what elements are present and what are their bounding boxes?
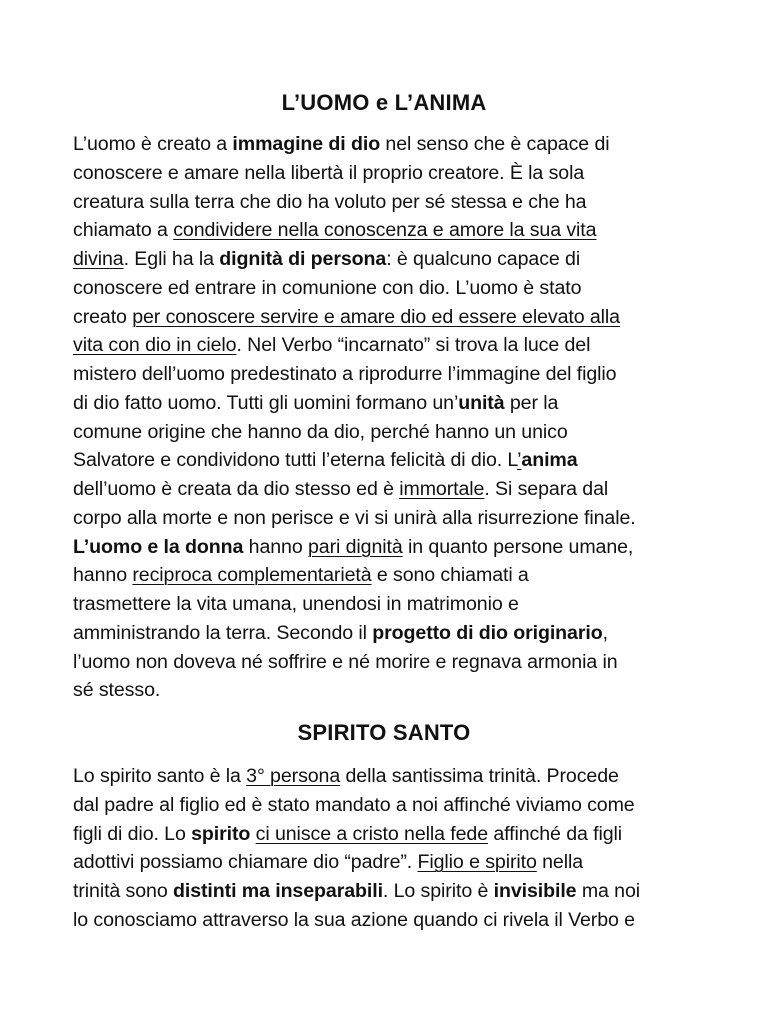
text-span: adottivi possiamo chiamare dio “padre”.	[73, 851, 418, 874]
text-span: e sono chiamati a	[371, 564, 529, 587]
text-span: trasmettere la vita umana, unendosi in matrimonio e	[73, 593, 519, 615]
text-span: . Lo spirito è	[382, 880, 494, 902]
text-line	[73, 245, 713, 274]
text-line	[73, 877, 713, 906]
paragraph-spirito-santo	[73, 762, 713, 935]
underlined-text: Figlio e spirito	[417, 851, 537, 874]
text-span: dal padre al figlio ed è stato mandato a noi affinché viviamo come	[73, 793, 635, 816]
text-span: : è qualcuno capace di	[386, 248, 581, 270]
text-line	[73, 533, 713, 562]
text-line	[73, 619, 713, 648]
text-line	[73, 561, 713, 590]
text-span: della santissima trinità. Procede	[340, 765, 619, 787]
text-span: di dio fatto uomo. Tutti gli uomini formano un’	[73, 391, 459, 414]
text-span: in quanto persone umane,	[402, 535, 634, 558]
text-span: L’uomo è creato a	[73, 133, 233, 155]
underlined-text: pari dignità	[308, 535, 403, 558]
text-line	[73, 848, 713, 877]
text-span: mistero dell’uomo predestinato a riprodurre l’immagine del figlio	[73, 363, 617, 385]
bold-text: dignità di persona	[219, 248, 387, 270]
bold-text: immagine di dio	[232, 133, 381, 155]
bold-text: unità	[458, 391, 505, 414]
text-line	[73, 446, 713, 475]
underlined-text: reciproca complementarietà	[132, 564, 372, 587]
text-span: ma noi	[576, 880, 641, 902]
text-line	[73, 475, 713, 504]
text-line	[73, 648, 713, 677]
text-span: trinità sono	[73, 880, 173, 902]
text-span: . Egli ha la	[123, 248, 220, 270]
bold-text: spirito	[191, 822, 251, 845]
underlined-text: ’	[517, 449, 522, 472]
text-line	[73, 791, 713, 820]
text-span: dell’uomo è creata da dio stesso ed è	[73, 478, 400, 500]
text-span: amministrando la terra. Secondo il	[73, 621, 373, 644]
text-line	[73, 159, 713, 188]
bold-text: L’uomo e la donna	[73, 535, 244, 558]
bold-text: distinti ma inseparabili	[173, 880, 383, 902]
text-span: l’uomo non doveva né soffrire e né morire e regnava armonia in	[73, 650, 618, 673]
text-line	[73, 303, 713, 332]
text-line	[73, 590, 713, 619]
text-span: creato	[73, 305, 133, 328]
text-span: corpo alla morte e non perisce e vi si unirà alla risurrezione finale.	[73, 506, 636, 529]
text-line	[73, 389, 713, 418]
text-span: per la	[504, 391, 559, 414]
underlined-text: divina	[73, 248, 124, 270]
text-line	[73, 762, 713, 791]
text-line	[73, 504, 713, 533]
text-span: nel senso che è capace di	[380, 133, 610, 155]
text-line	[73, 130, 713, 159]
underlined-text: 3° persona	[246, 765, 341, 787]
text-span: hanno	[73, 564, 133, 587]
text-line	[73, 331, 713, 360]
text-span: hanno	[243, 535, 308, 558]
text-span: figli di dio. Lo	[73, 822, 192, 845]
text-line	[73, 360, 713, 389]
text-span: conoscere e amare nella libertà il proprio creatore. È la sola	[73, 161, 585, 184]
text-line	[73, 188, 713, 217]
text-span: nella	[536, 851, 584, 874]
text-line	[73, 820, 713, 849]
bold-text: invisibile	[493, 880, 577, 902]
text-span: Lo spirito santo è la	[73, 765, 247, 787]
underlined-text: immortale	[399, 478, 485, 500]
text-span: ,	[602, 621, 608, 644]
bold-text: progetto di dio originario	[372, 621, 603, 644]
text-span: lo conosciamo attraverso la sua azione quando ci rivela il Verbo e	[73, 908, 635, 931]
text-line	[73, 906, 713, 935]
text-span: creatura sulla terra che dio ha voluto per sé stessa e che ha	[73, 190, 587, 213]
text-span: conoscere ed entrare in comunione con dio. L’uomo è stato	[73, 276, 582, 299]
text-span: . Si separa dal	[484, 478, 609, 500]
section-title-spirito-santo: SPIRITO SANTO	[297, 720, 471, 745]
paragraph-uomo-anima	[73, 130, 713, 705]
underlined-text: per conoscere servire e amare dio ed essere elevato alla	[132, 305, 620, 328]
underlined-text: ci unisce a cristo nella fede	[255, 822, 489, 845]
text-line	[73, 676, 713, 705]
text-line	[73, 274, 713, 303]
text-span: chiamato a	[73, 219, 174, 242]
text-span: affinché da figli	[488, 822, 623, 845]
text-span: comune origine che hanno da dio, perché hanno un unico	[73, 420, 568, 443]
underlined-text: vita con dio in cielo	[73, 334, 237, 357]
underlined-text: condividere nella conoscenza e amore la sua vita	[173, 219, 597, 242]
text-line	[73, 216, 713, 245]
section-title-uomo-anima: L’UOMO e L’ANIMA	[281, 90, 487, 115]
text-span: Salvatore e condividono tutti l’eterna felicità di dio. L	[73, 449, 518, 472]
text-span: . Nel Verbo “incarnato” si trova la luce del	[236, 334, 591, 357]
text-span: sé stesso.	[73, 679, 161, 702]
text-line	[73, 418, 713, 447]
bold-text: anima	[521, 449, 578, 472]
